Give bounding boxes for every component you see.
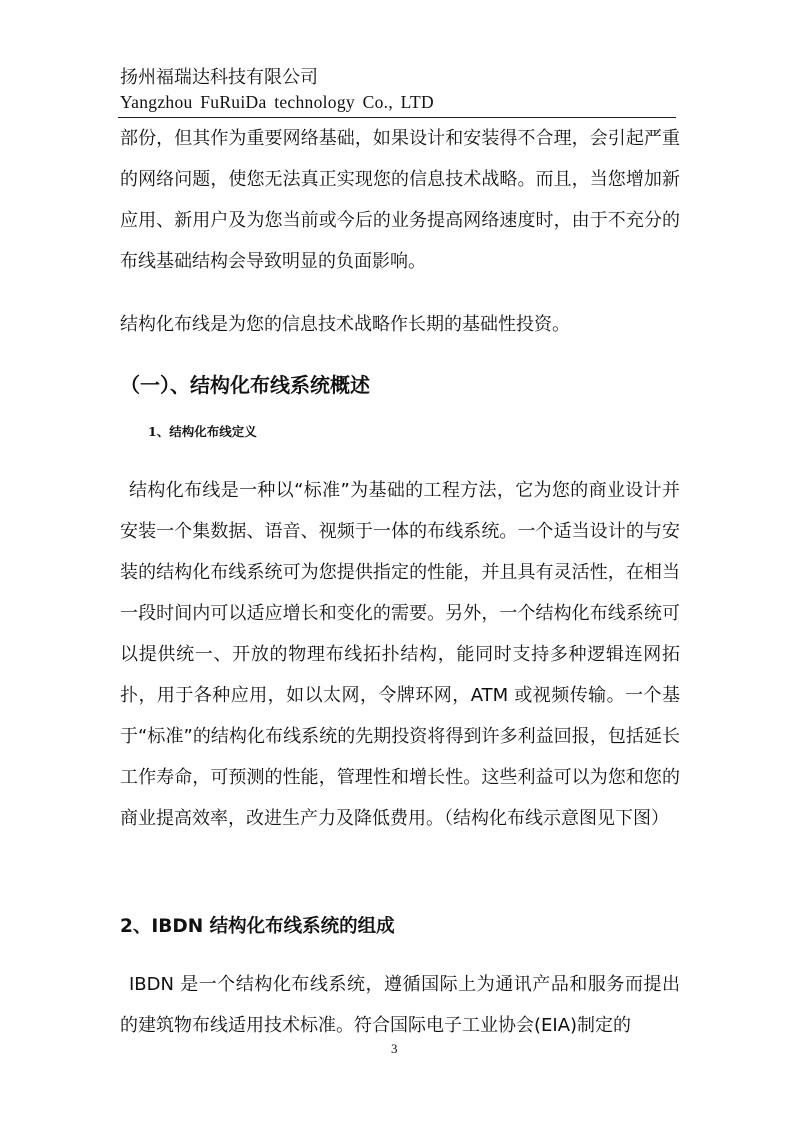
subsection-heading-definition: 1、结构化布线定义 — [148, 424, 257, 439]
paragraph-investment: 结构化布线是为您的信息技术战略作长期的基础性投资。 — [120, 314, 570, 335]
section-heading-overview: （一）、结构化布线系统概述 — [120, 373, 370, 397]
paragraph-definition: 结构化布线是一种以“标准”为基础的工程方法，它为您的商业设计并安装一个集数据、语音、视频于一体的布线系统。一个适当设计的与安装的结构化布线系统可为您提供指定的性能，并且具有灵活性，在相当一段时间内可以适应增长和变化的需要。另外，一个结构化布线系统可以提供统一、开放的物理布线拓扑结构，能同时支持多种逻辑连网拓扑，用于各种应用，如以太网，令牌环网，ATM 或视频传输。一个基于“标准”的结构化布线系统的先期投资将得到许多利益回报，包括延长工作寿命，可预测的性能，管理性和增长性。这些利益可以为您和您的商业提高效率，改进生产力及降低费用。（结构化布线示意图见下图） — [120, 480, 680, 829]
header-company-name-cn: 扬州福瑞达科技有限公司 — [120, 67, 318, 88]
paragraph-ibdn: IBDN 是一个结构化布线系统，遵循国际上为通讯产品和服务而提出的建筑物布线适用技术标准。符合国际电子工业协会(EIA)制定的 — [120, 974, 680, 1036]
page-number: 3 — [391, 1041, 398, 1056]
header-company-name-en: Yangzhou FuRuiDa technology Co., LTD — [120, 92, 434, 112]
paragraph-network-risk: 部份，但其作为重要网络基础，如果设计和安装得不合理，会引起严重的网络问题，使您无法真正实现您的信息技术战略。而且，当您增加新应用、新用户及为您当前或今后的业务提高网络速度时，由于不充分的布线基础结构会导致明显的负面影响。 — [120, 128, 680, 272]
section-heading-ibdn-composition: 2、IBDN 结构化布线系统的组成 — [120, 916, 395, 937]
